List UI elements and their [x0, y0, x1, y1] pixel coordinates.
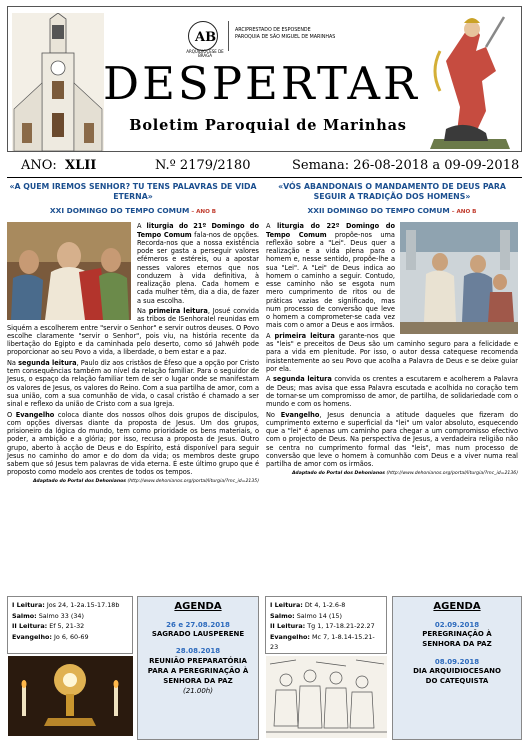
left-agenda-event-2-line-2: PARA A PEREGRINAÇÃO À [147, 667, 249, 676]
left-sunday [7, 206, 259, 216]
left-p2-text: , Josué convida as tribos de ISenhoraIel reunidas em Siquém a escolherem entre "servir o Senhor" e servir outros deuses. O Povo escolhe claramente "servir o Senhor", pois viu, na história recente da libertação do Egipto e da caminhada pelo deserto, como só Jahwéh pode proporcionar ao seu Povo a vida, a liberdade, o bem estar e a paz. [7, 307, 259, 357]
left-agenda-date-1: 26 e 27.08.2018 [166, 620, 230, 629]
right-article [266, 182, 518, 477]
left-readings-box [7, 596, 133, 654]
left-article [7, 182, 259, 485]
right-sunday-name: XXII DOMINGO DO TEMPO COMUM [307, 206, 450, 216]
right-p1-text: propõe-nos uma reflexão sobre a "Lei". Deus quer a realização e a vida plena para o homem e, nesse sentido, propõe-lhe a sua "Lei". A "Lei" de Deus indica ao homem o caminho a seguir. Contudo, esse caminho não se esgota num mero cumprimento de ritos ou de práticas vazias de significado, mas num processo de conversão que leve o homem a comprometer-se cada vez mais com o amor a Deus e aos irmãos. [266, 230, 395, 330]
right-reading-1 [270, 600, 382, 611]
left-p3-bold: segunda leitura [18, 358, 77, 367]
left-reading-1 [12, 600, 128, 611]
right-agenda-box [392, 596, 522, 740]
left-reading-1-label: I Leitura: [12, 601, 45, 609]
left-credit [7, 479, 259, 485]
right-agenda-event-1-line-2: SENHORA DA PAZ [422, 640, 492, 649]
right-quote: «VÓS ABANDONAIS O MANDAMENTO DE DEUS PARA SEGUIR A TRADIÇÃO DOS HOMENS» [278, 182, 506, 201]
right-readings-box [265, 596, 387, 654]
right-reading-1-ref: Dt 4, 1-2.6-8 [302, 601, 346, 609]
adoration-image [8, 656, 133, 736]
right-gospel-illustration [400, 222, 518, 334]
right-gospel [270, 632, 382, 653]
right-p3-bold: segunda leitura [272, 375, 332, 384]
right-agenda-event-2-line-1: DIA ARQUIDIOCESANO [413, 667, 501, 676]
left-agenda-event-2-line-3: SENHORA DA PAZ [163, 677, 233, 686]
left-agenda-box [137, 596, 259, 740]
left-sunday-year: – ANO B [189, 209, 217, 216]
right-p1-lead: A [266, 222, 277, 231]
right-p3-text: convida os crentes a escutarem e acolherem a Palavra de Deus; mas avisa que essa Palavra escutada e acolhida no coração tem de tornar-se um compromisso de amor, de partilha, de solidariedade com o mundo e com os homens. [266, 375, 519, 409]
left-p2-lead: Na [137, 307, 149, 316]
left-paragraph-4 [7, 411, 259, 477]
left-reading-2-ref: Ef 5, 21-32 [47, 622, 85, 631]
church-illustration [12, 13, 104, 151]
right-agenda-date-2: 08.09.2018 [434, 657, 480, 666]
issue-number: N.º 2179/2180 [155, 158, 251, 173]
left-sunday-name: XXI DOMINGO DO TEMPO COMUM [49, 206, 190, 216]
bulletin-subtitle: Boletim Paroquial de Marinhas [129, 117, 407, 134]
left-reading-1-ref: Jos 24, 1-2a.15-17.18b [44, 601, 120, 609]
left-gospel-illustration [7, 222, 131, 320]
left-paragraph-3 [7, 359, 259, 408]
left-agenda-date-2: 28.08.2018 [175, 647, 221, 656]
right-credit-url[interactable]: (http://www.dehonianos.org/portal/liturgia/?mc_id=2136) [385, 470, 518, 476]
ano-value: XLII [65, 158, 97, 173]
logo-text [235, 27, 335, 42]
right-agenda-event-1 [393, 629, 521, 649]
left-p3-lead: Na [7, 358, 19, 367]
left-gospel-label: Evangelho: [12, 632, 52, 641]
masthead [7, 6, 522, 152]
right-sunday-year: – ANO B [449, 209, 477, 216]
left-credit-source: Adaptado do Portal dos Dehonianos [33, 479, 126, 485]
left-agenda-event-1: SAGRADO LAUSPERENE [151, 630, 245, 639]
left-gospel [12, 632, 128, 643]
left-p1-text: fala-nos de opções. Recorda-nos que a nossa existência pode ser gasta a perseguir valores efémeros e estéreis, ou a apostar nesses valores eternos que nos conduzem à vida definitiva, à realização plena. Cada homem e cada mulher têm, dia a dia, de fazer a sua escolha. [137, 230, 259, 305]
right-p2-bold: primeira leitura [274, 331, 335, 340]
issue-bar [7, 154, 522, 178]
right-paragraph-3 [266, 375, 518, 408]
right-reading-2-label: II Leitura: [270, 622, 306, 631]
right-credit [266, 471, 518, 477]
right-body [266, 222, 518, 476]
right-gospel-ref: Mc 7, 1-8.14-15.21-23 [270, 632, 375, 652]
logo-line-1: ARCIPRESTADO DE ESPOSENDE [235, 28, 311, 33]
ano-label: ANO: [21, 158, 57, 173]
right-psalm-ref: Salmo 14 (15) [294, 611, 342, 620]
left-agenda-event-2 [138, 656, 258, 686]
right-sunday [266, 206, 518, 216]
svg-text:AB: AB [195, 30, 217, 45]
left-p1-bold: liturgia do 21º Domingo do Tempo Comum [137, 222, 259, 239]
right-p3-lead: A [266, 375, 273, 384]
left-p1-lead: A [137, 222, 147, 231]
right-p2-lead: A [266, 331, 275, 340]
left-reading-2-label: II Leitura: [12, 622, 48, 631]
right-reading-2 [270, 621, 382, 632]
left-psalm [12, 611, 128, 622]
archdiocese-emblem-icon [188, 21, 218, 51]
left-body [7, 222, 259, 484]
right-reading-1-label: I Leitura: [270, 601, 303, 609]
right-psalm [270, 611, 382, 622]
left-reading-2 [12, 621, 128, 632]
right-paragraph-2 [266, 332, 518, 373]
left-psalm-label: Salmo: [12, 611, 37, 620]
left-psalm-ref: Salmo 33 (34) [36, 611, 84, 620]
left-credit-url[interactable]: (http://www.dehonianos.org/portal/liturgia/?mc_id=2135) [126, 479, 259, 485]
left-p4-bold: Evangelho [15, 410, 55, 419]
left-agenda-time-2: (21.00h) [183, 686, 213, 695]
left-gospel-ref: Jo 6, 60-69 [52, 632, 89, 641]
left-agenda-event-2-line-1: REUNIÃO PREPARATÓRIA [149, 657, 247, 666]
right-p1-bold: liturgia do 22º Domingo do Tempo Comum [266, 222, 396, 239]
right-gospel-label: Evangelho: [270, 632, 310, 641]
right-agenda-event-2-line-2: DO CATEQUISTA [425, 677, 489, 686]
right-agenda-event-2 [393, 666, 521, 686]
left-p4-lead: O [7, 410, 16, 419]
right-credit-source: Adaptado do Portal dos Dehonianos [292, 470, 385, 476]
left-p2-bold: primeira leitura [148, 307, 208, 316]
logo-name: ARQUIDIOCESE DE BRAGA [186, 49, 224, 59]
right-paragraph-4 [266, 411, 518, 469]
logo-line-2: PAROQUIA DE SÃO MIGUEL DE MARINHAS [235, 35, 336, 41]
left-agenda-title: AGENDA [174, 601, 222, 612]
left-p4-text: coloca diante dos nossos olhos dois grupos de discípulos, com opções diversas diante da proposta de Jesus. Um dos grupos, prisioneiro da lógica do mundo, tem como prioridade os bens materiais, o poder, a ambição e a glória; por isso, recusa a proposta de Jesus. Outro grupo, aberto à acção de Deus e do Espírito, está disponível para seguir Jesus no caminho do amor e do dom da vida; os membros deste grupo sabem que só Jesus tem palavras de vida eterna. É este último grupo que é proposto como modelo aos crentes de todos os tempos. [7, 410, 259, 477]
right-agenda-date-1: 02.09.2018 [434, 620, 480, 629]
right-agenda-title: AGENDA [433, 601, 481, 612]
saint-michael-illustration [426, 11, 516, 151]
right-agenda-event-1-line-1: PEREGRINAÇÃO À [422, 630, 492, 639]
bulletin-title: DESPERTAR [103, 57, 420, 110]
right-p4-lead: No [266, 410, 281, 419]
right-p4-bold: Evangelho [280, 410, 320, 419]
archdiocese-logo [188, 21, 335, 59]
left-quote: «A QUEM IREMOS SENHOR? TU TENS PALAVRAS DE VIDA ETERNA» [9, 182, 257, 201]
right-reading-2-ref: Tg 1, 17-18.21-22.27 [305, 622, 375, 631]
gospel-crowd-drawing [266, 656, 387, 738]
logo-separator [228, 21, 229, 51]
right-p4-text: , Jesus denuncia a atitude daqueles que fizeram do cumprimento externo e superficial da "lei" um valor absoluto, esquecendo que a "lei" é apenas um caminho para chegar a um compromisso efectivo com o projecto de Deus. Na perspectiva de Jesus, a verdadeira religião não se centra no cumprimento formal das "leis", mas num processo de conversão que leve o homem à comunhão com Deus e a viver numa real partilha de amor com os irmãos. [266, 410, 518, 469]
issue-week: Semana: 26-08-2018 a 09-09-2018 [292, 158, 520, 173]
right-p2-text: garante-nos que as "leis" e preceitos de Deus são um caminho seguro para a felicidade e para a vida em plenitude. Por isso, o autor dessa catequese recomenda insistentemente ao seu Povo que acolha a Palavra de Deus e se deixe guiar por ela. [266, 331, 518, 373]
right-psalm-label: Salmo: [270, 611, 295, 620]
left-p3-text: , Paulo diz aos cristãos de Éfeso que a opção por Cristo tem consequências também ao nível da relação familiar. Para o seguidor de Jesus, o espaço da relação familiar tem de ser o lugar onde se manifestam os valores de Jesus, os valores do Reino. Com a sua partilha de amor, com a sua união, com a sua comunhão de vida, o casal cristão é chamado a ser sinal e reflexo da união de Cristo com a sua Igreja. [7, 358, 259, 409]
